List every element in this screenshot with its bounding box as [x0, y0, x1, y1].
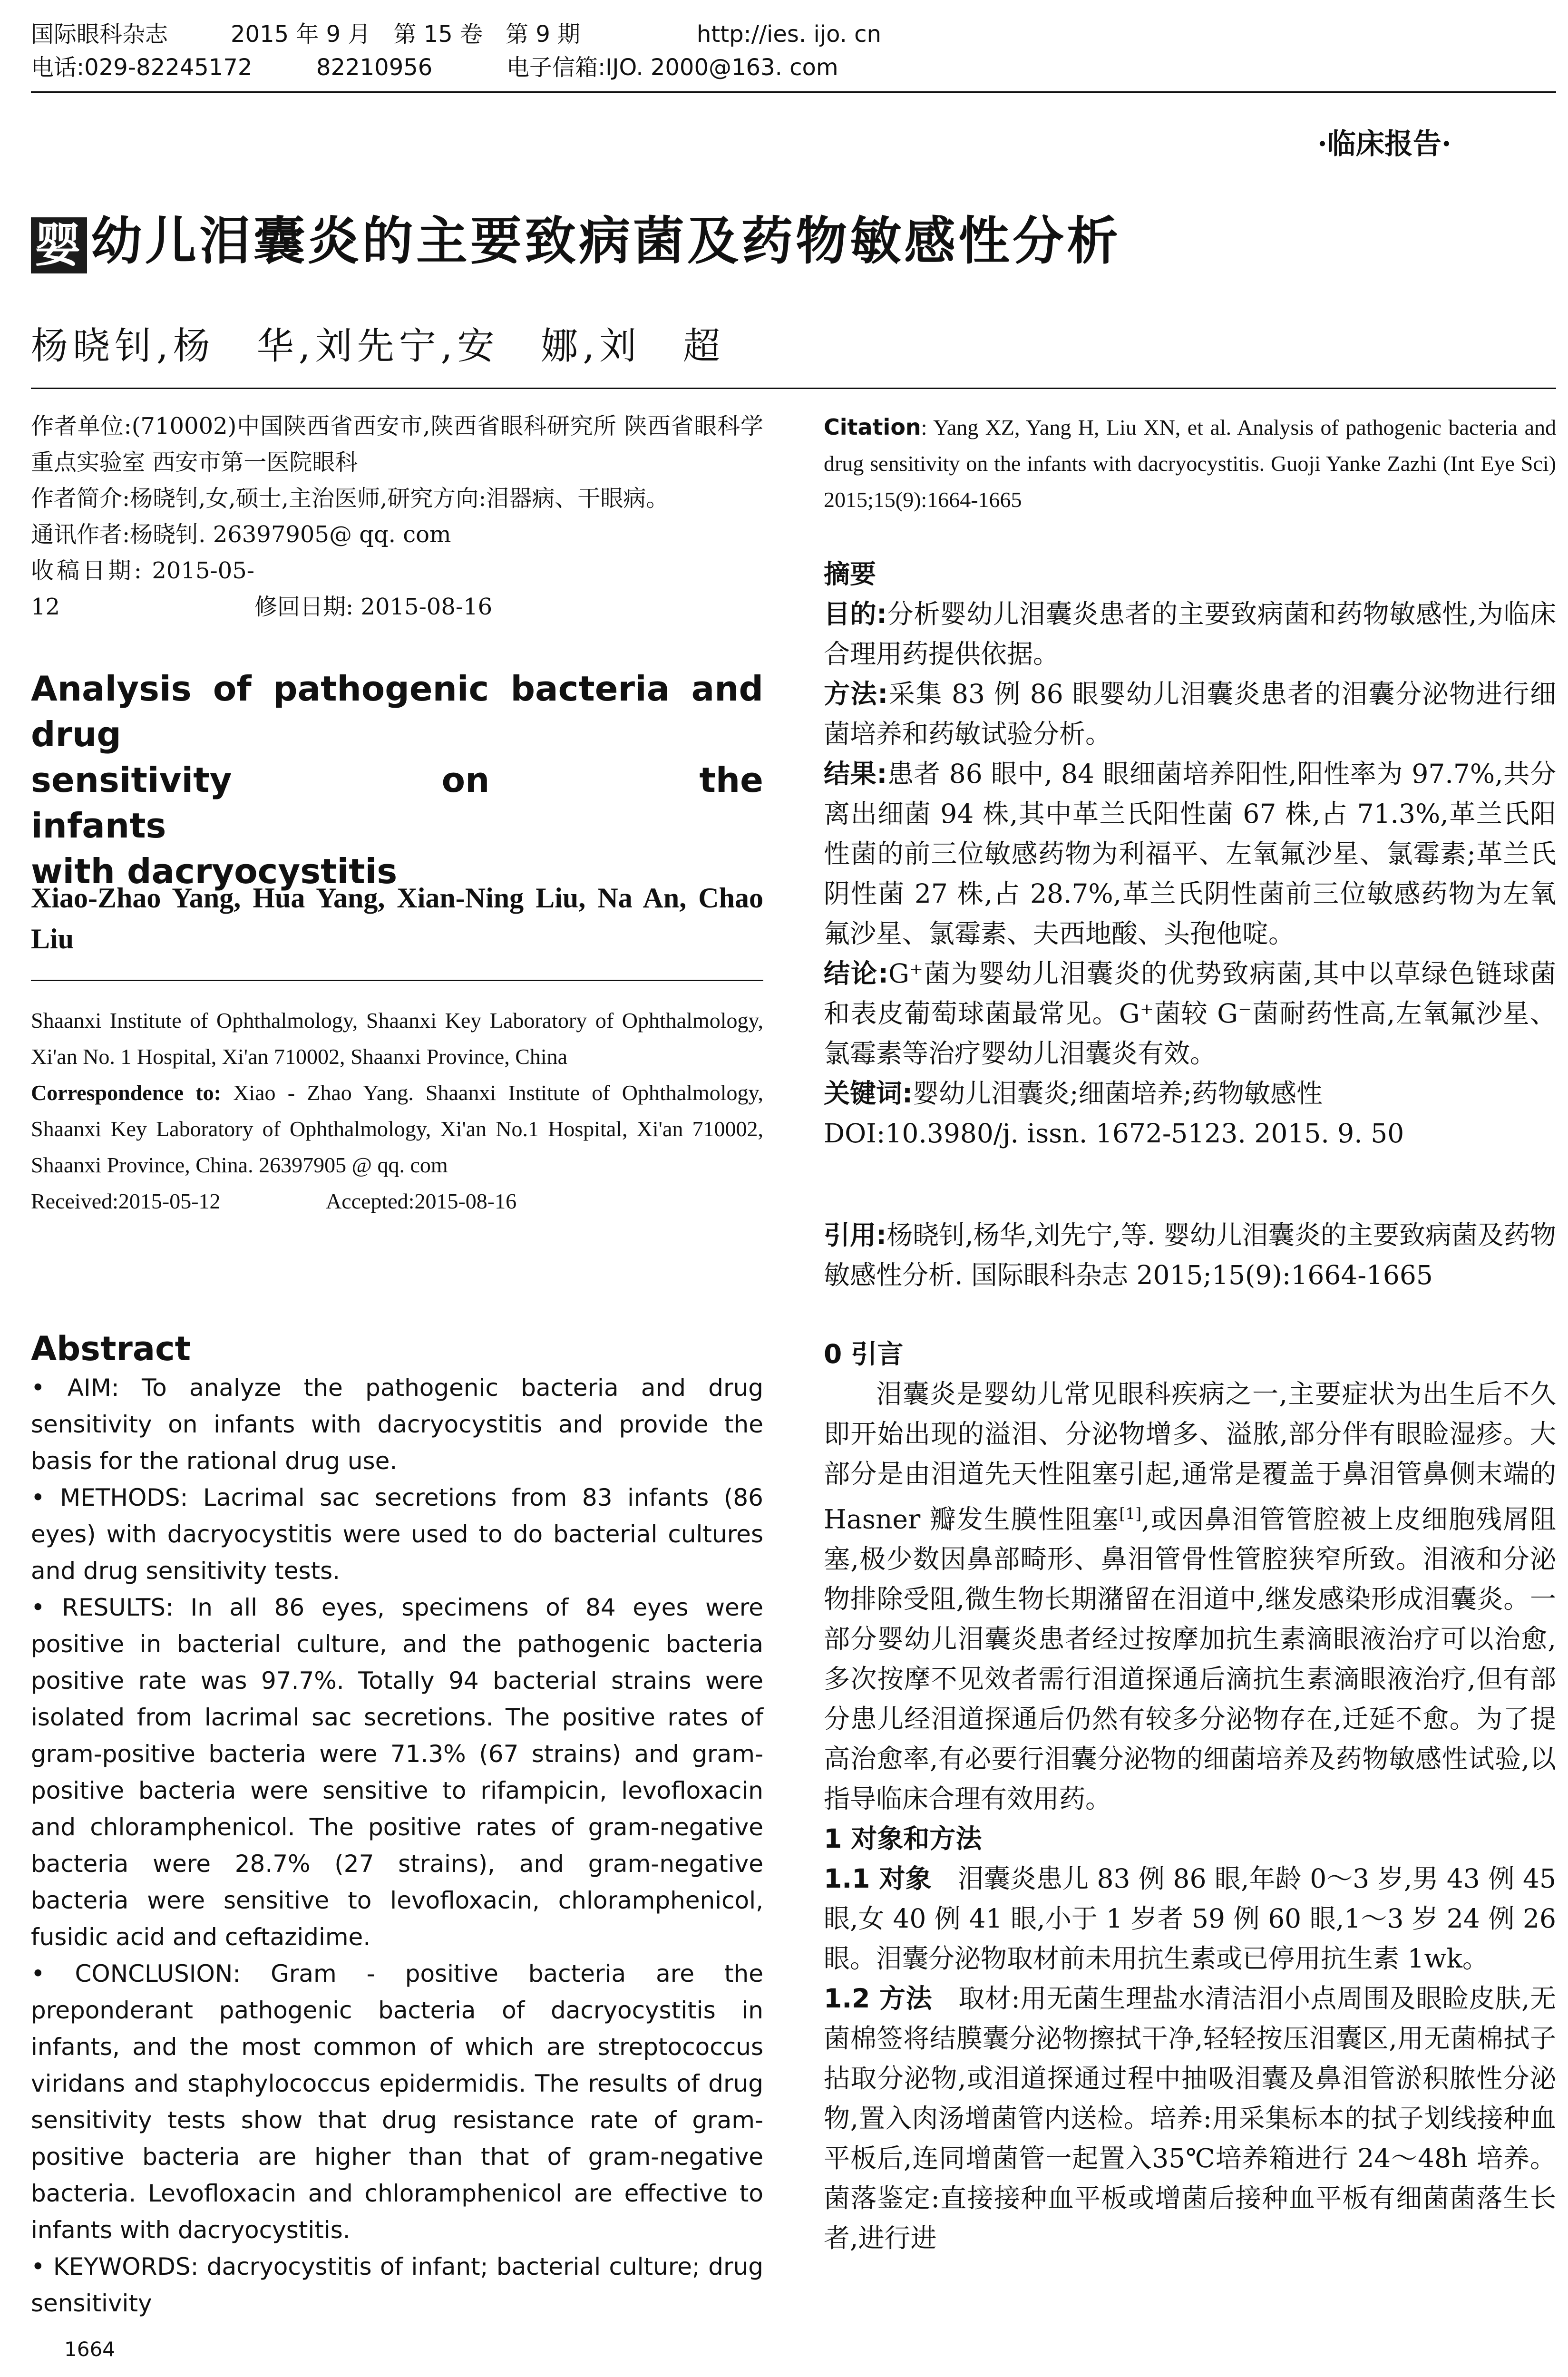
- intro-text-b: ,或因鼻泪管管腔被上皮细胞残屑阻塞,极少数因鼻部畸形、鼻泪管骨性管腔狭窄所致。泪液和分泌物排除受阻,微生物长期潴留在泪道中,继发感染形成泪囊炎。一部分婴幼儿泪囊炎患者经过按摩加抗生素滴眼液治疗可以治愈,多次按摩不见效者需行泪道探通后滴抗生素滴眼液治疗,但有部分患儿经泪道探通后仍然有较多分泌物存在,迁延不愈。为了提高治愈率,有必要行泪囊分泌物的细菌培养及药物敏感性试验,以指导临床合理有效用药。: [824, 1504, 1556, 1814]
- zh-abstract: [824, 554, 1556, 1153]
- zh-conclusion-label: 结论:: [824, 958, 889, 989]
- phone-2: 82210956: [316, 54, 433, 81]
- revised-date: 修回日期: 2015-08-16: [254, 594, 493, 620]
- zh-keywords: [824, 1073, 1556, 1113]
- correspondent: 通讯作者:杨晓钊. 26397905@ qq. com: [31, 521, 451, 548]
- zh-abstract-heading: 摘要: [824, 559, 877, 589]
- title-logo-char: 婴: [31, 217, 87, 273]
- correspondence-text: Xiao - Zhao Yang. Shaanxi Institute of Ophthalmology, Shaanxi Key Laboratory of Ophthalmology, Xi'an No.1 Hospital, Xi'an 710002, Shaanxi Province, China. 26397905 @ qq. com: [31, 1081, 764, 1177]
- zh-conclusion: [824, 954, 1556, 1073]
- running-header-line1: [31, 19, 881, 49]
- citation-block: [824, 409, 1556, 518]
- journal-name: 国际眼科杂志: [31, 21, 168, 48]
- correspondence-label: Correspondence to:: [31, 1081, 221, 1105]
- page-title: [31, 200, 1121, 273]
- abstract-results: • RESULTS: In all 86 eyes, specimens of 84 eyes were positive in bacterial culture, and the pathogenic bacteria positive rate was 97.7%. Totally 94 bacterial strains were isolated from lacrimal sac secretions. The positive rates of gram-positive bacteria were 71.3% (67 strains) and gram-positive bacteria were sensitive to rifampicin, levofloxacin and chloramphenicol. The positive rates of gram-negative bacteria were 28.7% (27 strains), and gram-negative bacteria were sensitive to levofloxacin, chloramphenicol, fusidic acid and ceftazidime.: [31, 1594, 763, 1951]
- methods-heading: 1 对象和方法: [824, 1823, 982, 1854]
- english-correspondence: [31, 1075, 763, 1183]
- english-received: Received:2015-05-12: [31, 1189, 221, 1213]
- author-meta: [31, 408, 763, 625]
- abstract-heading: Abstract: [31, 1329, 191, 1368]
- author-bio: 作者简介:杨晓钊,女,硕士,主治医师,研究方向:泪器病、干眼病。: [31, 485, 669, 512]
- intro-section: [824, 1334, 1556, 2258]
- journal-email: 电子信箱:IJO. 2000@163. com: [506, 54, 838, 81]
- issue-info: 2015 年 9 月 第 15 卷 第 9 期: [231, 21, 581, 48]
- zh-aim-text: 分析婴幼儿泪囊炎患者的主要致病菌和药物敏感性,为临床合理用药提供依据。: [824, 599, 1557, 669]
- title-text: 幼儿泪囊炎的主要致病菌及药物敏感性分析: [91, 211, 1121, 271]
- header-rule: [31, 91, 1556, 93]
- title-rule: [31, 388, 1556, 389]
- zh-aim-label: 目的:: [824, 599, 887, 629]
- zh-results-text: 患者 86 眼中, 84 眼细菌培养阳性,阳性率为 97.7%,共分离出细菌 94 株,其中革兰氏阳性菌 67 株,占 71.3%,革兰氏阳性菌的前三位敏感药物为利福平、左氧氟沙星、氯霉素;革兰氏阴性菌 27 株,占 28.7%,革兰氏阴性菌前三位敏感药物为左氧氟沙星、氯霉素、夫西地酸、头孢他啶。: [824, 759, 1556, 949]
- english-title-line2: sensitivity on the infants: [31, 760, 763, 846]
- intro-text-a: 泪囊炎是婴幼儿常见眼科疾病之一,主要症状为出生后不久即开始出现的溢泪、分泌物增多、溢脓,部分伴有眼睑湿疹。大部分是由泪道先天性阻塞引起,通常是覆盖于鼻泪管鼻侧末端的 Hasner 瓣发生膜性阻塞: [824, 1379, 1556, 1535]
- methods-1-2-label: 1.2 方法: [824, 1983, 932, 2014]
- author-affiliation: 作者单位:(710002)中国陕西省西安市,陕西省眼科研究所 陕西省眼科学重点实验室 西安市第一医院眼科: [31, 413, 763, 476]
- intro-paragraph: [824, 1374, 1556, 1819]
- abstract-aim: • AIM: To analyze the pathogenic bacteria and drug sensitivity on infants with dacryocystitis and provide the basis for the rational drug use.: [31, 1374, 763, 1475]
- zh-methods: [824, 674, 1556, 754]
- citation-text: : Yang XZ, Yang H, Liu XN, et al. Analysis of pathogenic bacteria and drug sensitivity on the infants with dacryocystitis. Guoji Yanke Zazhi (Int Eye Sci) 2015;15(9):1664-1665: [824, 415, 1556, 512]
- zh-methods-label: 方法:: [824, 679, 888, 709]
- zh-doi: DOI:10.3980/j. issn. 1672-5123. 2015. 9. 50: [824, 1118, 1404, 1149]
- english-title-line3: with dacryocystitis: [31, 851, 398, 891]
- zh-results: [824, 754, 1556, 954]
- zh-methods-text: 采集 83 例 86 眼婴幼儿泪囊炎患者的泪囊分泌物进行细菌培养和药敏试验分析。: [824, 679, 1556, 749]
- methods-1-2: [824, 1978, 1556, 2258]
- english-title: [31, 666, 763, 894]
- english-authors: Xiao-Zhao Yang, Hua Yang, Xian-Ning Liu, Na An, Chao Liu: [31, 882, 763, 955]
- phone: 电话:029-82245172: [31, 54, 253, 81]
- methods-1-1-label: 1.1 对象: [824, 1863, 932, 1894]
- english-dates: [31, 1183, 763, 1219]
- running-header-line2: [31, 52, 838, 83]
- zh-keywords-text: 婴幼儿泪囊炎;细菌培养;药物敏感性: [913, 1078, 1323, 1109]
- page-number: 1664: [64, 2338, 115, 2361]
- abstract-keywords: • KEYWORDS: dacryocystitis of infant; bacterial culture; drug sensitivity: [31, 2253, 763, 2317]
- section-tag: ·临床报告·: [1317, 127, 1451, 161]
- citation-label: Citation: [824, 414, 921, 440]
- methods-1-1-text: 泪囊炎患儿 83 例 86 眼,年龄 0～3 岁,男 43 例 45 眼,女 40 例 41 眼,小于 1 岁者 59 例 60 眼,1～3 岁 24 例 26 眼。泪囊分泌物取材前未用抗生素或已停用抗生素 1wk。: [824, 1863, 1556, 1974]
- journal-url: http://ies. ijo. cn: [697, 21, 881, 48]
- methods-1-2-text: 取材:用无菌生理盐水清洁泪小点周围及眼睑皮肤,无菌棉签将结膜囊分泌物擦拭干净,轻轻按压泪囊区,用无菌棉拭子拈取分泌物,或泪道探通过程中抽吸泪囊及鼻泪管淤积脓性分泌物,置入肉汤增菌管内送检。培养:用采集标本的拭子划线接种血平板后,连同增菌管一起置入35℃培养箱进行 24～48h 培养。菌落鉴定:直接接种血平板或增菌后接种血平板有细菌菌落生长者,进行进: [824, 1983, 1556, 2254]
- zh-keywords-label: 关键词:: [824, 1078, 913, 1109]
- zh-results-label: 结果:: [824, 759, 887, 789]
- authors-rule: [31, 980, 763, 981]
- intro-heading: 0 引言: [824, 1339, 904, 1369]
- cite-cn-block: [824, 1215, 1556, 1295]
- cite-cn-text: 杨晓钊,杨华,刘先宁,等. 婴幼儿泪囊炎的主要致病菌及药物敏感性分析. 国际眼科杂志 2015;15(9):1664-1665: [824, 1220, 1557, 1290]
- zh-aim: [824, 594, 1556, 674]
- methods-1-1: [824, 1859, 1556, 1978]
- english-title-line1: Analysis of pathogenic bacteria and drug: [31, 669, 763, 754]
- english-affiliation-block: [31, 1003, 763, 1219]
- cite-cn-label: 引用:: [824, 1220, 887, 1250]
- abstract-methods: • METHODS: Lacrimal sac secretions from 83 infants (86 eyes) with dacryocystitis were used to do bacterial cultures and drug sensitivity tests.: [31, 1484, 763, 1585]
- abstract-body: [31, 1370, 763, 2322]
- intro-ref: [1]: [1119, 1504, 1142, 1523]
- authors-cn: 杨晓钊,杨 华,刘先宁,安 娜,刘 超: [31, 325, 725, 368]
- english-affiliation: Shaanxi Institute of Ophthalmology, Shaanxi Key Laboratory of Ophthalmology, Xi'an No. 1 Hospital, Xi'an 710002, Shaanxi Province, China: [31, 1008, 763, 1069]
- dates-row: [31, 553, 763, 625]
- zh-conclusion-text: G⁺菌为婴幼儿泪囊炎的优势致病菌,其中以草绿色链球菌和表皮葡萄球菌最常见。G⁺菌较 G⁻菌耐药性高,左氧氟沙星、氯霉素等治疗婴幼儿泪囊炎有效。: [824, 958, 1557, 1069]
- english-accepted: Accepted:2015-08-16: [326, 1189, 517, 1213]
- abstract-conclusion: • CONCLUSION: Gram - positive bacteria are the preponderant pathogenic bacteria of dacryocystitis in infants, and the most common of which are streptococcus viridans and staphylococcus epidermidis. The results of drug sensitivity tests show that drug resistance rate of gram-positive bacteria are higher than that of gram-negative bacteria. Levofloxacin and chloramphenicol are effective to infants with dacryocystitis.: [31, 1960, 763, 2244]
- received-date: 收稿日期: 2015-05-12: [31, 557, 254, 620]
